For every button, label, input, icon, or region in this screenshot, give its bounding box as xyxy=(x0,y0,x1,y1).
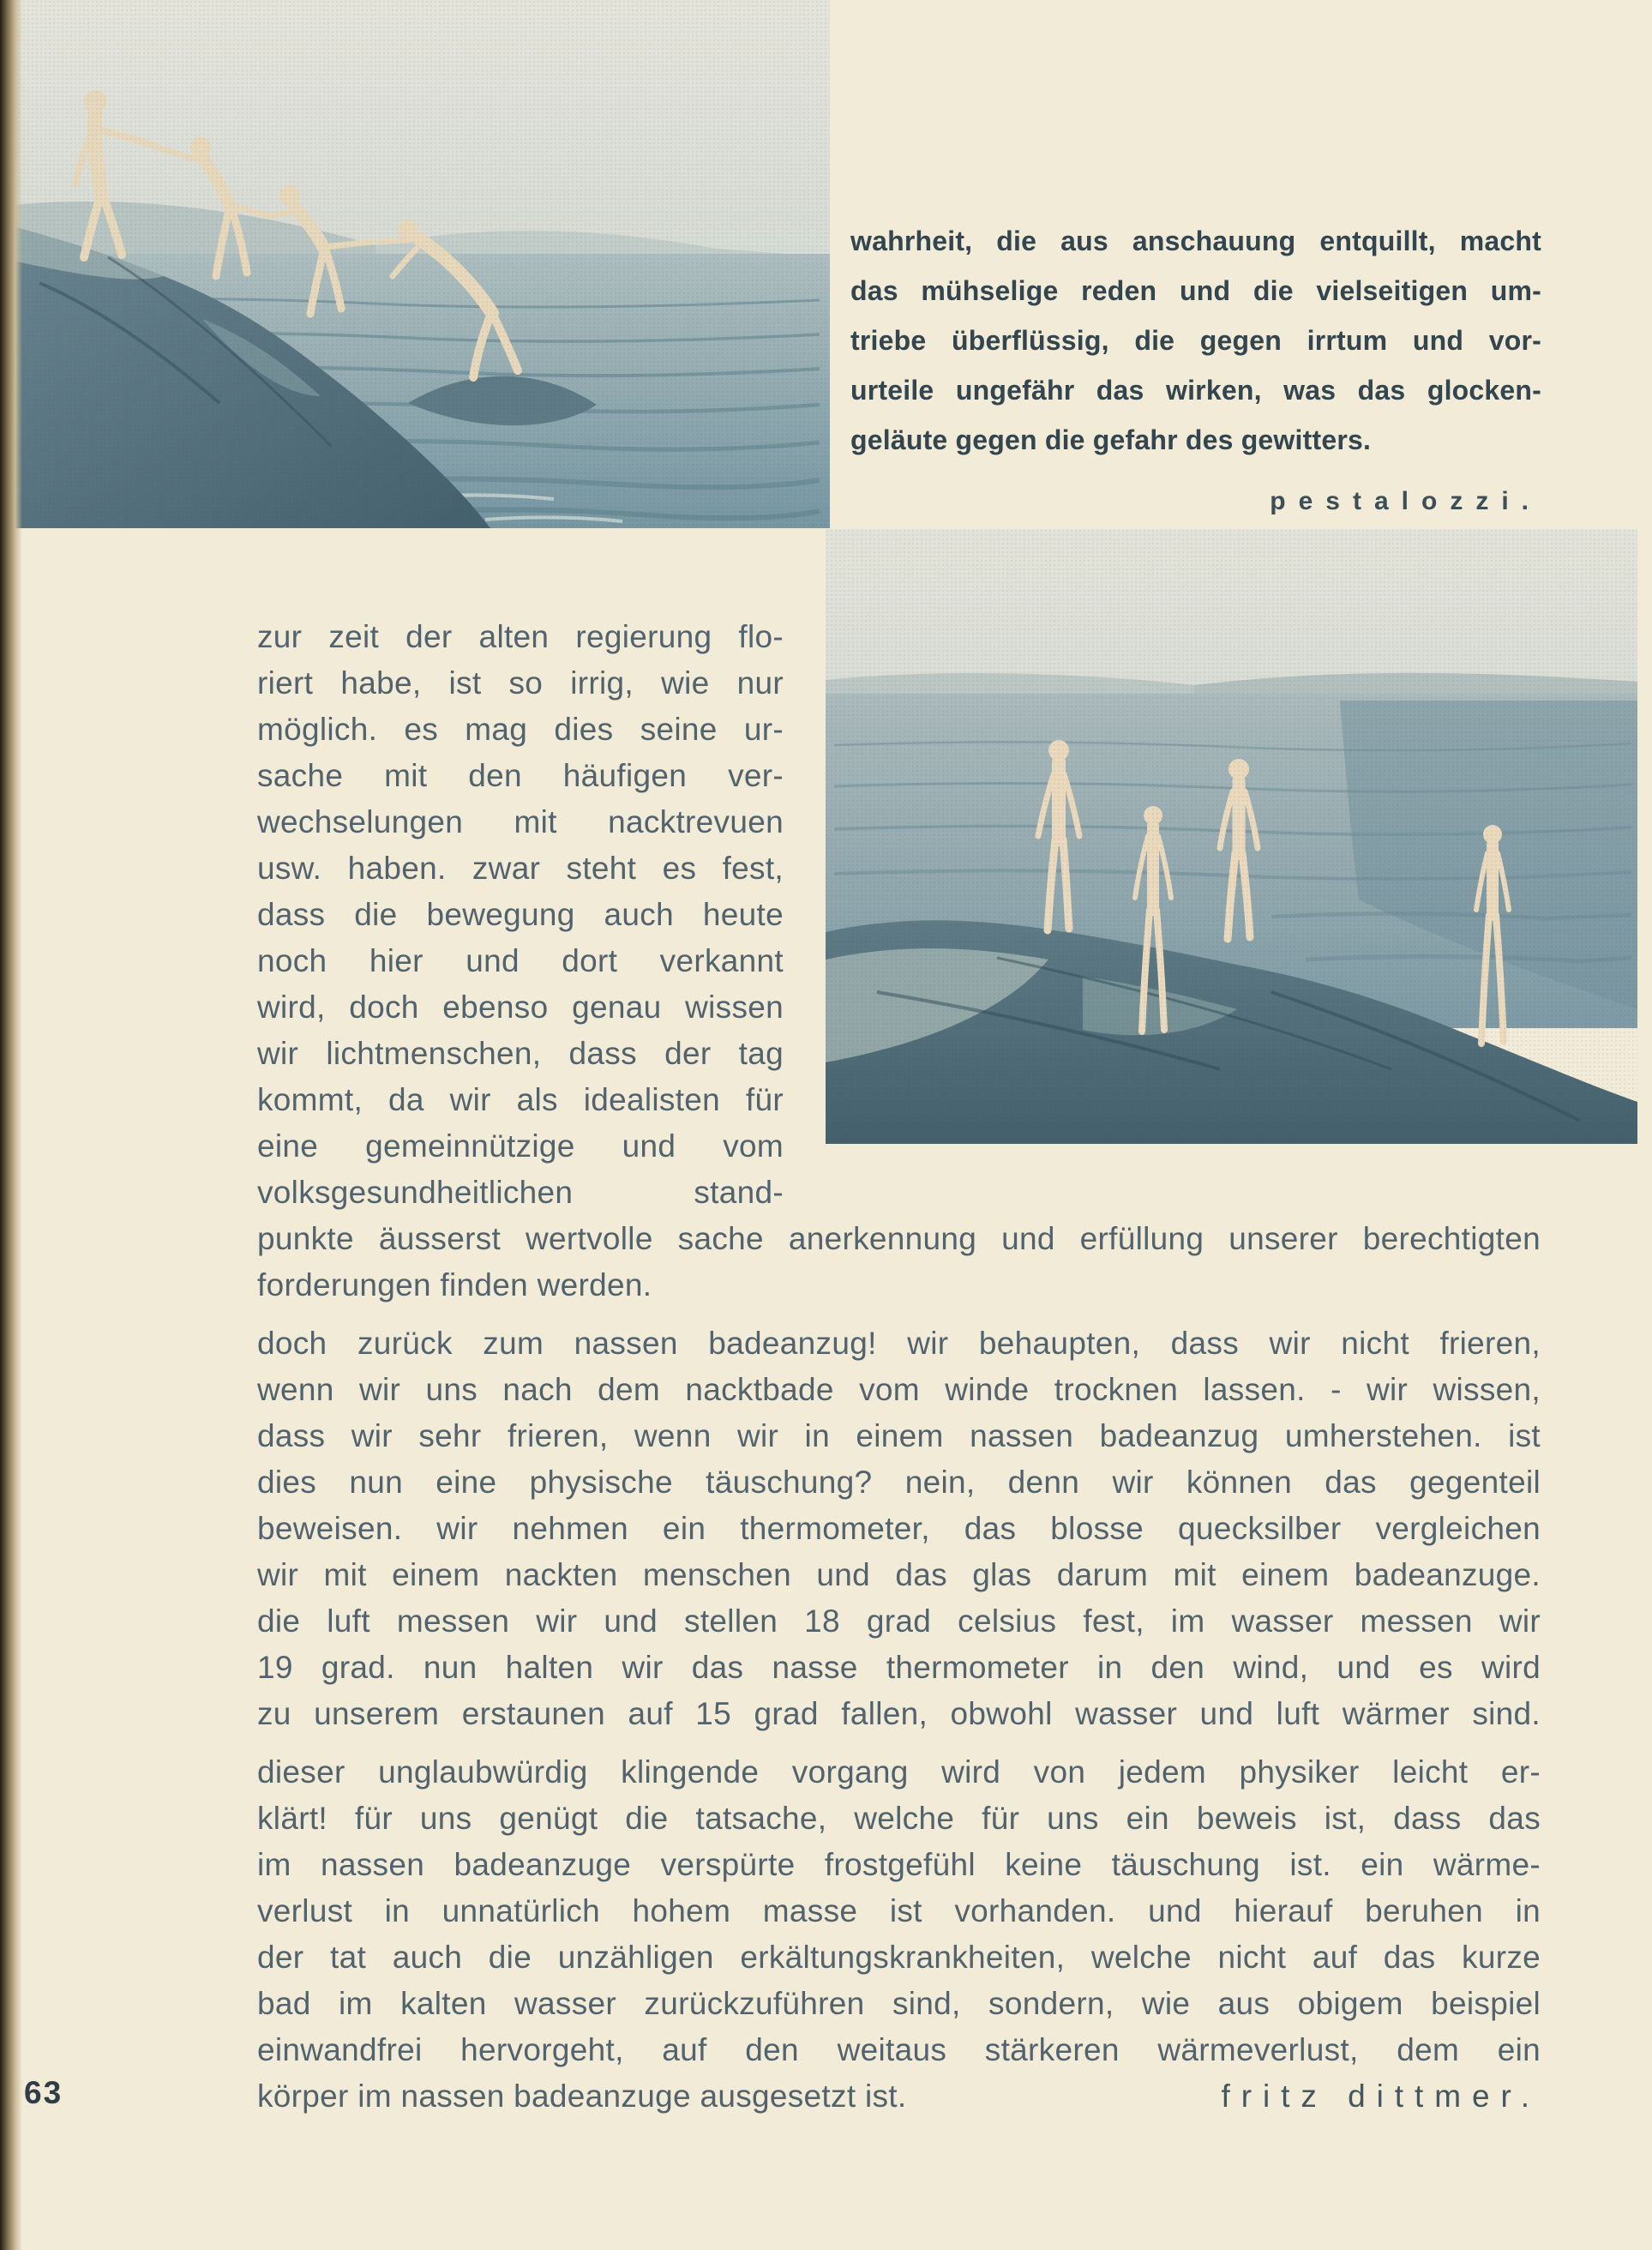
text-line: volksgesundheitlichen stand- xyxy=(257,1175,784,1210)
text-line: forderungen finden werden. xyxy=(257,1267,652,1302)
halftone-overlay xyxy=(826,529,1637,1144)
text-line: wechselungen mit nacktrevuen xyxy=(257,804,784,839)
text-line: beweisen. wir nehmen ein thermometer, das blosse quecksilber vergleichen xyxy=(257,1511,1541,1546)
quote-line: geläute gegen die gefahr des gewitters. xyxy=(850,424,1372,455)
text-line: im nassen badeanzuge verspürte frostgefühl keine täuschung ist. ein wärme- xyxy=(257,1847,1541,1882)
signature-row xyxy=(257,2073,1541,2120)
text-line: wenn wir uns nach dem nacktbade vom winde trocknen lassen. - wir wissen, xyxy=(257,1372,1541,1407)
author-attribution: fritz dittmer. xyxy=(1221,2079,1541,2114)
text-line: doch zurück zum nassen badeanzug! wir behaupten, dass wir nicht frieren, xyxy=(257,1326,1541,1361)
text-line: kommt, da wir als idealisten für xyxy=(257,1082,784,1117)
photo-rock-climbing-chain xyxy=(5,0,830,528)
left-text-column xyxy=(257,614,784,1216)
text-line: dies nun eine physische täuschung? nein, denn wir können das gegenteil xyxy=(257,1465,1541,1500)
page-number: 63 xyxy=(24,2075,63,2110)
paragraph-waermeverlust xyxy=(257,1749,1541,2120)
paragraph-badeanzug xyxy=(257,1321,1541,1737)
text-line: riert habe, ist so irrig, wie nur xyxy=(257,665,784,701)
text-line: usw. haben. zwar steht es fest, xyxy=(257,851,784,886)
paragraph-continuation xyxy=(257,1216,1541,1308)
book-binding-edge xyxy=(0,0,22,2250)
text-line: noch hier und dort verkannt xyxy=(257,943,784,978)
text-line: bad im kalten wasser zurückzuführen sind, sondern, wie aus obigem beispiel xyxy=(257,1986,1541,2021)
quote-line: triebe überflüssig, die gegen irrtum und vor- xyxy=(850,325,1541,356)
text-line: 19 grad. nun halten wir das nasse thermometer in den wind, und es wird xyxy=(257,1650,1541,1685)
text-line: dieser unglaubwürdig klingende vorgang wird von jedem physiker leicht er- xyxy=(257,1754,1541,1790)
text-line: wird, doch ebenso genau wissen xyxy=(257,990,784,1025)
text-line: wir mit einem nackten menschen und das glas darum mit einem badeanzuge. xyxy=(257,1557,1541,1592)
text-line: klärt! für uns genügt die tatsache, welche für uns ein beweis ist, dass das xyxy=(257,1801,1541,1836)
text-line: einwandfrei hervorgeht, auf den weitaus stärkeren wärmeverlust, dem ein xyxy=(257,2032,1541,2067)
text-line: wir lichtmenschen, dass der tag xyxy=(257,1036,784,1071)
text-line: der tat auch die unzähligen erkältungskrankheiten, welche nicht auf das kurze xyxy=(257,1940,1541,1975)
quote-line: wahrheit, die aus anschauung entquillt, macht xyxy=(850,226,1541,256)
quote-attribution: pestalozzi. xyxy=(1270,487,1541,515)
text-line: die luft messen wir und stellen 18 grad celsius fest, im wasser messen wir xyxy=(257,1603,1541,1639)
quote-line: urteile ungefähr das wirken, was das glocken- xyxy=(850,375,1541,406)
text-line: sache mit den häufigen ver- xyxy=(257,758,784,793)
text-line: punkte äusserst wertvolle sache anerkennung und erfüllung unserer berechtigten xyxy=(257,1221,1541,1256)
text-line: körper im nassen badeanzuge ausgesetzt ist. xyxy=(257,2079,907,2114)
quote-line: das mühselige reden und die vielseitigen um- xyxy=(850,275,1541,306)
photo-bathers-on-rocks xyxy=(826,529,1637,1144)
text-line: zu unserem erstaunen auf 15 grad fallen, obwohl wasser und luft wärmer sind. xyxy=(257,1696,1541,1731)
text-line: zur zeit der alten regierung flo- xyxy=(257,619,784,654)
quote-block xyxy=(850,216,1541,526)
text-line: eine gemeinnützige und vom xyxy=(257,1128,784,1164)
text-line: dass die bewegung auch heute xyxy=(257,897,784,932)
text-line: dass wir sehr frieren, wenn wir in einem nassen badeanzug umherstehen. ist xyxy=(257,1418,1541,1453)
text-line: verlust in unnatürlich hohem masse ist vorhanden. und hierauf beruhen in xyxy=(257,1893,1541,1928)
halftone-overlay xyxy=(5,0,830,528)
text-line: möglich. es mag dies seine ur- xyxy=(257,712,784,747)
